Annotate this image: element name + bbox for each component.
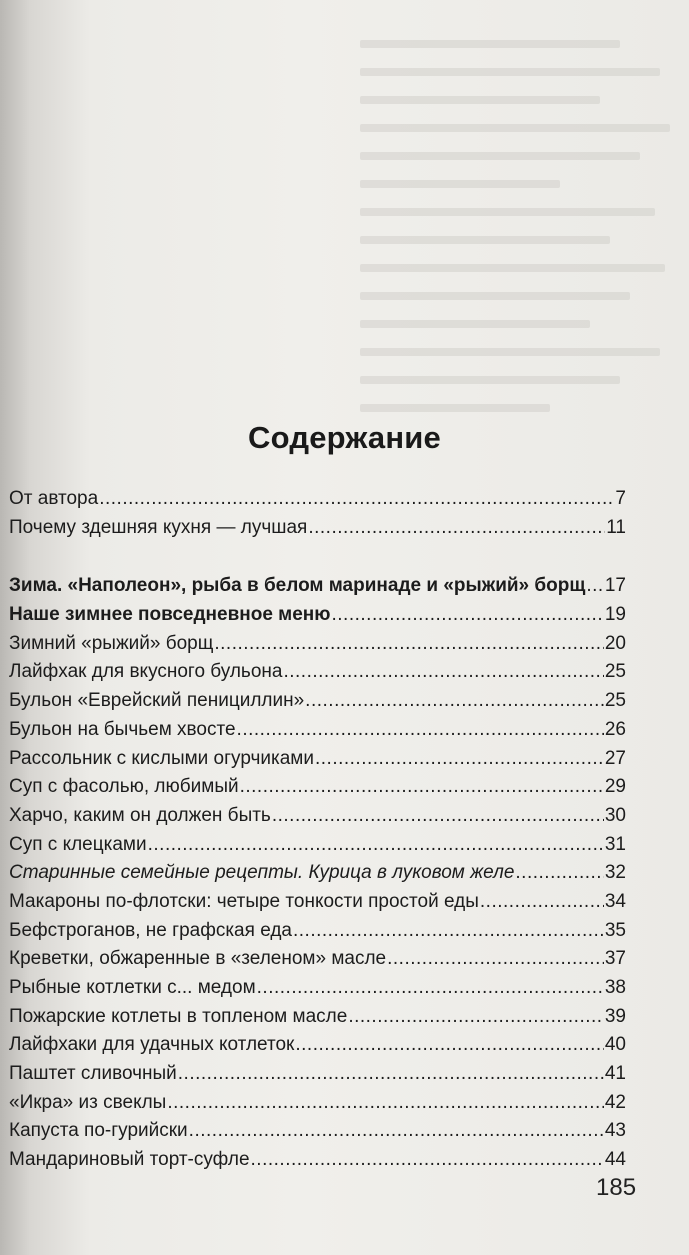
dot-leader xyxy=(293,917,604,946)
toc-entry-title: Лайфхак для вкусного бульона xyxy=(9,661,283,683)
dot-leader xyxy=(586,572,603,601)
toc-entry xyxy=(9,831,626,860)
toc-entry xyxy=(9,1031,626,1060)
table-of-contents xyxy=(9,485,626,1175)
toc-entry-page: 26 xyxy=(604,718,626,740)
toc-entry-page: 34 xyxy=(604,890,626,912)
page-title: Содержание xyxy=(248,420,441,455)
dot-leader xyxy=(178,1060,604,1089)
toc-entry-page: 40 xyxy=(604,1034,626,1056)
show-through-text xyxy=(360,40,689,460)
toc-entry-page: 25 xyxy=(604,690,626,712)
toc-entry-title: Лайфхаки для удачных котлеток xyxy=(9,1034,295,1056)
toc-entry-title: Зима. «Наполеон», рыба в белом маринаде и «рыжий» борщ xyxy=(9,575,586,597)
toc-entry-title: Бефстроганов, не графская еда xyxy=(9,919,292,941)
toc-entry xyxy=(9,1003,626,1032)
toc-entry xyxy=(9,945,626,974)
toc-entry-title: Бульон «Еврейский пенициллин» xyxy=(9,690,305,712)
toc-entry-title: Почему здешняя кухня — лучшая xyxy=(9,516,308,538)
toc-entry-title: Суп с клецками xyxy=(9,833,147,855)
toc-entry-title: Капуста по-гурийски xyxy=(9,1120,188,1142)
toc-entry xyxy=(9,917,626,946)
toc-entry-page: 43 xyxy=(604,1120,626,1142)
dot-leader xyxy=(257,974,604,1003)
toc-entry-page: 41 xyxy=(604,1063,626,1085)
dot-leader xyxy=(251,1146,604,1175)
toc-entry xyxy=(9,716,626,745)
toc-entry-page: 11 xyxy=(606,516,626,538)
toc-entry-title: Рыбные котлетки с... медом xyxy=(9,977,256,998)
dot-leader xyxy=(189,1117,604,1146)
toc-entry xyxy=(9,1117,626,1146)
toc-entry-title: Наше зимнее повседневное меню xyxy=(9,604,331,626)
toc-entry-page: 27 xyxy=(604,747,626,769)
toc-entry-title: Бульон на бычьем хвосте xyxy=(9,718,236,740)
toc-entry-page: 35 xyxy=(604,919,626,941)
dot-leader xyxy=(283,658,603,687)
toc-entry-page: 19 xyxy=(604,604,626,626)
toc-entry xyxy=(9,1146,626,1175)
dot-leader xyxy=(308,514,605,543)
toc-entry xyxy=(9,859,626,888)
toc-entry xyxy=(9,601,626,630)
dot-leader xyxy=(387,945,604,974)
toc-entry xyxy=(9,802,626,831)
toc-entry-page: 38 xyxy=(604,977,626,998)
dot-leader xyxy=(99,485,614,514)
toc-entry-title: «Икра» из свеклы xyxy=(9,1091,167,1113)
toc-entry-page: 20 xyxy=(604,632,626,654)
toc-entry xyxy=(9,974,626,1003)
toc-entry-title: Харчо, каким он должен быть xyxy=(9,804,271,826)
toc-entry-page: 32 xyxy=(604,862,626,884)
toc-entry-page: 7 xyxy=(615,488,626,509)
toc-entry-title: Суп с фасолью, любимый xyxy=(9,776,239,798)
toc-entry-page: 31 xyxy=(604,833,626,855)
toc-entry-title: От автора xyxy=(9,488,99,509)
toc-entry xyxy=(9,888,626,917)
dot-leader xyxy=(237,716,604,745)
dot-leader xyxy=(240,773,604,802)
dot-leader xyxy=(515,859,603,888)
toc-entry xyxy=(9,572,626,601)
dot-leader xyxy=(315,745,604,774)
toc-entry-title: Паштет сливочный xyxy=(9,1063,177,1085)
toc-entry xyxy=(9,1089,626,1118)
toc-entry-page: 25 xyxy=(604,661,626,683)
toc-entry-page: 30 xyxy=(604,804,626,826)
page-number: 185 xyxy=(596,1174,637,1201)
dot-leader xyxy=(167,1089,604,1118)
dot-leader xyxy=(272,802,604,831)
dot-leader xyxy=(305,687,604,716)
dot-leader xyxy=(148,831,604,860)
toc-entry-title: Креветки, обжаренные в «зеленом» масле xyxy=(9,948,387,970)
toc-entry-title: Мандариновый торт-суфле xyxy=(9,1149,250,1171)
dot-leader xyxy=(480,888,604,917)
toc-entry-page: 42 xyxy=(604,1091,626,1113)
toc-entry-page: 29 xyxy=(604,776,626,798)
dot-leader xyxy=(332,601,604,630)
dot-leader xyxy=(295,1031,603,1060)
toc-entry-title: Зимний «рыжий» борщ xyxy=(9,632,214,654)
dot-leader xyxy=(214,630,603,659)
toc-entry-title: Пожарские котлеты в топленом масле xyxy=(9,1005,348,1027)
toc-entry xyxy=(9,658,626,687)
toc-entry xyxy=(9,485,626,514)
toc-entry xyxy=(9,745,626,774)
toc-entry-title: Рассольник с кислыми огурчиками xyxy=(9,747,314,769)
toc-entry-page: 37 xyxy=(604,948,626,970)
toc-entry-title: Старинные семейные рецепты. Курица в луковом желе xyxy=(9,862,515,884)
toc-entry-title: Макароны по-флотски: четыре тонкости простой еды xyxy=(9,890,479,912)
toc-entry xyxy=(9,687,626,716)
toc-entry xyxy=(9,773,626,802)
dot-leader xyxy=(348,1003,604,1032)
toc-entry-page: 44 xyxy=(604,1149,626,1171)
toc-entry-page: 39 xyxy=(604,1005,626,1027)
toc-entry-page: 17 xyxy=(604,575,626,597)
toc-entry xyxy=(9,630,626,659)
toc-entry xyxy=(9,514,626,543)
toc-entry xyxy=(9,1060,626,1089)
